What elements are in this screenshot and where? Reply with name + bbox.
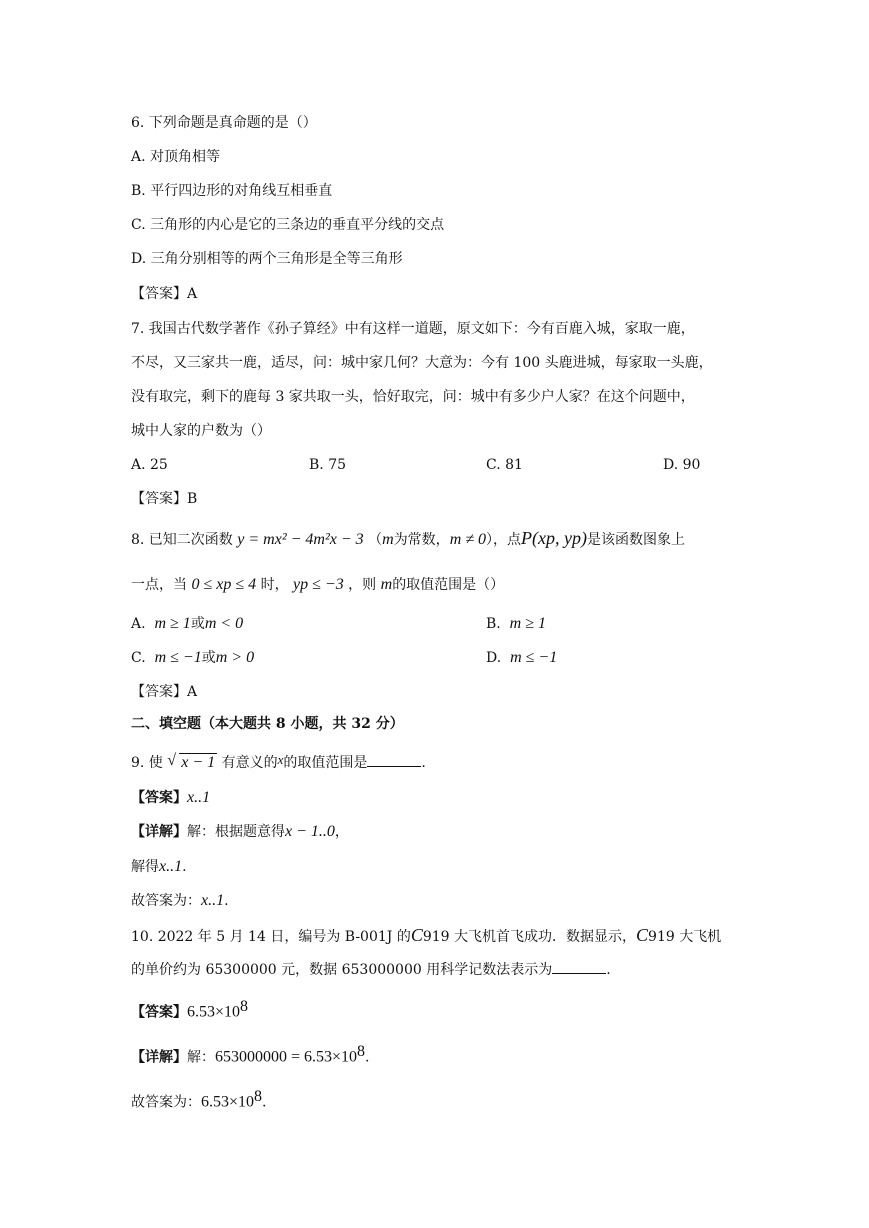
answer-exponent: 8 [240, 998, 249, 1015]
q9-text: 9. 使 [131, 755, 163, 771]
q8-answer: 【答案】A [131, 684, 198, 700]
q8-text: ），点 [486, 532, 522, 548]
option-math: m < 0 [204, 615, 244, 632]
q6-answer: 【答案】A [131, 286, 198, 302]
detail-text: 解： [187, 1049, 215, 1066]
q9-text: 的取值范围是 [283, 755, 368, 771]
q6-option-b: B. 平行四边形的对角线互相垂直 [131, 183, 333, 199]
q7-stem-line-4: 城中人家的户数为（） [131, 423, 271, 439]
q10-c-letter: C [636, 925, 649, 945]
final-text: 故答案为： [131, 893, 201, 909]
radicand: x − 1 [181, 754, 216, 771]
q8-text: 8. 已知二次函数 [131, 532, 233, 548]
q8-option-a [131, 614, 243, 634]
answer-label: 【答案】 [131, 1004, 187, 1021]
solve-text: . [182, 859, 187, 875]
q9-text: 有意义的 [221, 755, 278, 771]
final-text: . [224, 893, 229, 909]
answer-label: 【答案】 [131, 790, 187, 806]
q7-option-d: D. 90 [663, 457, 701, 473]
q9-solve [131, 857, 187, 877]
q8-point: P(xp, yp) [521, 528, 587, 548]
q8-stem-line-1 [131, 528, 685, 550]
q8-option-d [486, 648, 557, 668]
q10-detail [131, 1042, 370, 1068]
q8-text: 的取值范围是（） [392, 577, 505, 593]
q8-text: 为常数， [393, 532, 450, 548]
radical-sign: √ [167, 752, 177, 769]
option-label: D. [486, 650, 502, 666]
q6-stem: 6. 下列命题是真命题的是（） [131, 115, 317, 131]
q10-text: . [606, 962, 611, 978]
section-heading: 二、填空题（本大题共 8 小题，共 32 分） [131, 716, 404, 732]
detail-label: 【详解】 [131, 824, 187, 840]
q8-domain-condition: 0 ≤ xp ≤ 4 [191, 576, 257, 593]
detail-text: 解：根据题意得 [187, 824, 285, 840]
q9-final [131, 891, 229, 911]
q8-text: 是该函数图象上 [587, 532, 685, 548]
q10-c-letter: C [410, 925, 423, 945]
final-exponent: 8 [254, 1088, 263, 1105]
final-math: 6.53×10 [201, 1093, 255, 1111]
q7-stem-line-2: 不尽，又三家共一鹿，适尽，问：城中家几何？大意为：今有 100 头鹿进城，每家取一头鹿， [131, 355, 713, 371]
final-text: . [262, 1094, 267, 1111]
q10-final [131, 1087, 266, 1113]
fill-blank [552, 961, 606, 974]
q9-text: . [421, 755, 426, 771]
detail-label: 【详解】 [131, 1049, 187, 1066]
q8-y-condition: yp ≤ −3 [293, 576, 344, 593]
q9-stem [131, 750, 426, 773]
q7-answer: 【答案】B [131, 491, 198, 507]
q9-var-x: x [277, 752, 284, 767]
q10-text: 10. 2022 年 5 月 14 日，编号为 B-001J 的 [131, 929, 411, 945]
q10-stem-line-1 [131, 925, 721, 947]
answer-math: x..1 [187, 789, 211, 806]
solve-math: x..1 [159, 858, 183, 875]
detail-exponent: 8 [357, 1043, 366, 1060]
q10-text: 919 大飞机首飞成功．数据显示， [422, 929, 637, 945]
final-text: 故答案为： [131, 1094, 201, 1111]
q8-text: （ [368, 532, 383, 548]
q8-var-m: m [380, 576, 393, 593]
q9-detail [131, 822, 349, 842]
q9-answer [131, 788, 210, 808]
q7-option-b: B. 75 [309, 457, 347, 473]
option-label: C. [131, 650, 146, 666]
q6-option-a: A. 对顶角相等 [131, 149, 221, 165]
option-text: 或 [201, 650, 216, 666]
option-label: A. [131, 616, 146, 632]
q7-stem-line-1: 7. 我国古代数学著作《孙子算经》中有这样一道题，原文如下：今有百鹿入城，家取一鹿， [131, 321, 695, 337]
q8-stem-line-2 [131, 575, 504, 595]
fill-blank [367, 754, 421, 767]
option-math: m > 0 [215, 649, 255, 666]
detail-math: x − 1..0 [285, 823, 335, 840]
option-math: m ≤ −1 [154, 649, 202, 666]
q6-option-c: C. 三角形的内心是它的三条边的垂直平分线的交点 [131, 217, 445, 233]
q10-text: 919 大飞机 [648, 929, 722, 945]
solve-text: 解得 [131, 859, 159, 875]
q8-var-m: m [382, 531, 394, 548]
q10-text: 的单价约为 65300000 元，数据 653000000 用科学记数法表示为 [131, 962, 553, 978]
q7-stem-line-3: 没有取完，剩下的鹿每 3 家共取一头，恰好取完，问：城中有多少户人家？在这个问题中， [131, 389, 695, 405]
detail-math: 653000000 = 6.53×10 [215, 1048, 358, 1066]
q7-option-a: A. 25 [131, 457, 168, 473]
detail-text: ， [334, 824, 349, 840]
q6-option-d: D. 三角分别相等的两个三角形是全等三角形 [131, 251, 403, 267]
q7-option-c: C. 81 [486, 457, 523, 473]
option-math: m ≥ 1 [154, 615, 191, 632]
q8-option-b [486, 614, 546, 634]
answer-math: 6.53×10 [187, 1003, 241, 1021]
final-math: x..1 [201, 892, 225, 909]
q8-option-c [131, 648, 254, 668]
q8-text: 时， [260, 577, 289, 593]
q8-condition: m ≠ 0 [449, 531, 487, 548]
option-text: 或 [190, 616, 205, 632]
q8-function-formula: y = mx² − 4m²x − 3 [237, 531, 364, 548]
q10-stem-line-2 [131, 960, 611, 980]
q8-text: 一点，当 [131, 577, 187, 593]
option-math: m ≥ 1 [509, 615, 546, 632]
detail-text: . [365, 1049, 370, 1066]
option-label: B. [486, 616, 501, 632]
q10-answer [131, 997, 248, 1023]
sqrt-expression [167, 753, 217, 773]
option-math: m ≤ −1 [510, 649, 558, 666]
q8-text: ，则 [348, 577, 377, 593]
